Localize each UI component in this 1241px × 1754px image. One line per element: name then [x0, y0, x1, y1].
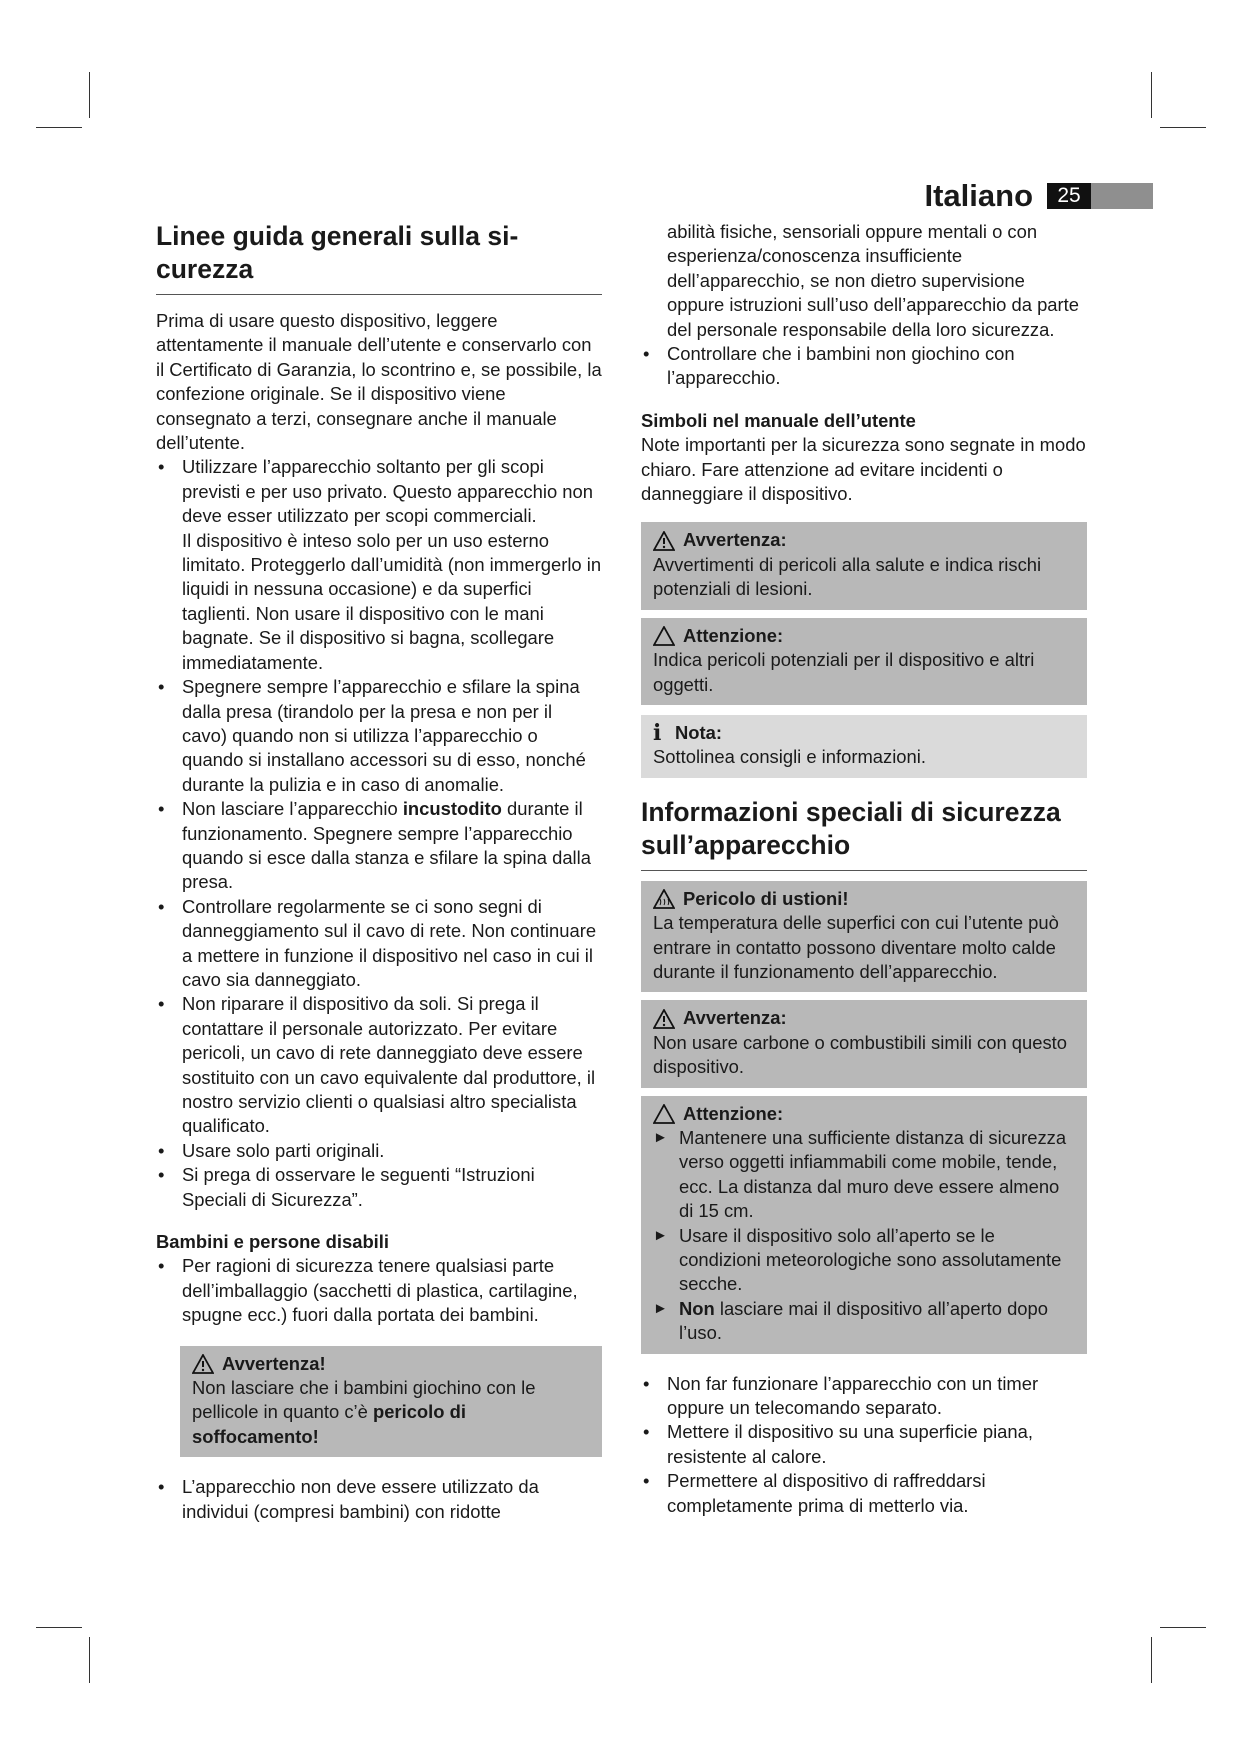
box-text: Non lasciare che i bambini giochino con le pellicole in quanto c’è pericolo di soffocamento!: [192, 1377, 536, 1447]
disabled-bullet-list: [156, 1475, 602, 1524]
list-item: ► Usare il dispositivo solo all’aperto se le condizioni meteorologiche sono assolutamente secche.: [653, 1224, 1075, 1297]
list-item: • Per ragioni di sicurezza tenere qualsiasi parte dell’imballaggio (sacchetti di plastica, cartilagine, spugne ecc.) fuori dalla portata dei bambini.: [156, 1254, 602, 1327]
section-title-special-safety: Informazioni speciali di sicurezza sull’apparecchio: [641, 796, 1087, 871]
warning-triangle-icon: [653, 531, 675, 551]
list-item: • Controllare che i bambini non giochino con l’apparecchio.: [641, 342, 1087, 391]
burn-danger-box: Pericolo di ustioni! La temperatura delle superfici con cui l’utente può entrare in contatto possono diventare molto calde durante il funzionamento dell’apparecchio.: [641, 881, 1087, 993]
crop-mark: [1160, 127, 1206, 128]
crop-mark: [89, 1637, 90, 1683]
list-item: • Controllare regolarmente se ci sono segni di danneggiamento sul il cavo di rete. Non continuare a mettere in funzione il dispositivo nel caso in cui il cavo sia danneggiato.: [156, 895, 602, 993]
list-item: • Utilizzare l’apparecchio soltanto per gli scopi previsti e per uso privato. Questo apparecchio non deve esser utilizzato per scopi commerciali. Il dispositivo è inteso solo per un uso esterno limitato. Proteggerlo dall’umidità (non immergerlo in liquidi in nessuna occasione) e da superfici taglienti. Non usare il dispositivo con le mani bagnate. Se il dispositivo si bagna, scollegare immediatamente.: [156, 455, 602, 675]
list-item: • Mettere il dispositivo su una superficie piana, resistente al calore.: [641, 1420, 1087, 1469]
symbols-heading: Simboli nel manuale dell’utente: [641, 409, 916, 431]
suffocation-warning-box: [180, 1346, 602, 1458]
list-item: • Permettere al dispositivo di raffreddarsi completamente prima di metterlo via.: [641, 1469, 1087, 1518]
warning-triangle-icon: [192, 1354, 214, 1374]
crop-mark: [89, 72, 90, 118]
crop-mark: [36, 127, 82, 128]
distance-caution-box: Attenzione: ► Mantenere una sufficiente distanza di sicurezza verso oggetti infiammabili come mobile, tende, ecc. La distanza dal muro deve essere almeno di 15 cm. ► Usare il dispositivo solo all’aperto se le condizioni meteorologiche sono assolutamente secche. ► Non lasciare mai il dispositivo all’aperto dopo l’uso.: [641, 1096, 1087, 1354]
list-item: • Non lasciare l’apparecchio incustodito durante il funzionamento. Spegnere sempre l’apparecchio quando si esce dalla stanza e sfilare la spina dalla presa.: [156, 797, 602, 895]
info-icon: i: [653, 720, 662, 747]
list-item: ► Non lasciare mai il dispositivo all’aperto dopo l’uso.: [653, 1297, 1075, 1346]
box-text: Non usare carbone o combustibili simili con questo dispositivo.: [653, 1031, 1067, 1078]
box-text: Sottolinea consigli e informazioni.: [653, 746, 926, 768]
box-text: Avvertimenti di pericoli alla salute e indica rischi potenziali di lesioni.: [653, 553, 1042, 600]
note-box: i Nota: Sottolinea consigli e informazioni.: [641, 715, 1087, 778]
symbols-text: Note importanti per la sicurezza sono segnate in modo chiaro. Fare attenzione ad evitare incidenti o danneggiare il dispositivo.: [641, 434, 1086, 505]
right-column: [641, 220, 1087, 1518]
caution-triangle-icon: [653, 626, 675, 646]
caution-item-list: [653, 1126, 1075, 1346]
list-item: • Non far funzionare l’apparecchio con un timer oppure un telecomando separato.: [641, 1372, 1087, 1421]
warning-triangle-icon: [653, 1009, 675, 1029]
list-item: • Non riparare il dispositivo da soli. Si prega il contattare il personale autorizzato. Per evitare pericoli, un cavo di rete danneggiato deve essere sostituito con un cavo equivalente dal produttore, il nostro servizio clienti o qualsiasi altro specialista qualificato.: [156, 992, 602, 1138]
warning-box: Avvertenza: Avvertimenti di pericoli alla salute e indica rischi potenziali di lesioni.: [641, 522, 1087, 609]
language-label: Italiano: [924, 178, 1033, 213]
caution-triangle-icon: [653, 1104, 675, 1124]
continuation-paragraph: abilità fisiche, sensoriali oppure mentali o con esperienza/conoscenza insufficiente dell’apparecchio, se non dietro supervisione oppure istruzioni sull’uso dell’apparecchio da parte del personale responsabile della loro sicurezza.: [667, 221, 1079, 340]
section-title-general-safety: Linee guida generali sulla si-curezza: [156, 220, 602, 295]
list-item-extra: Il dispositivo è inteso solo per un uso esterno limitato. Proteggerlo dall’umidità (non immergerlo in liquidi in nessuna occasione) e da superfici taglienti. Non usare il dispositivo con le mani bagnate. Se il dispositivo si bagna, scollegare immediatamente.: [182, 529, 602, 673]
box-text: Indica pericoli potenziali per il dispositivo e altri oggetti.: [653, 649, 1035, 695]
fuel-warning-box: Avvertenza: Non usare carbone o combustibili simili con questo dispositivo.: [641, 1000, 1087, 1087]
hot-surface-icon: [653, 889, 675, 909]
crop-mark: [1160, 1627, 1206, 1628]
page-header-bar: [1091, 183, 1153, 209]
safety-bullet-list: [156, 455, 602, 1212]
page-header: [924, 178, 1153, 214]
final-bullet-list: [641, 1372, 1087, 1518]
children-bullet-list: [156, 1254, 602, 1327]
list-item: • Usare solo parti originali.: [156, 1139, 602, 1163]
children-heading: Bambini e persone disabili: [156, 1231, 390, 1253]
intro-paragraph: Prima di usare questo dispositivo, leggere attentamente il manuale dell’utente e conservarlo con il Certificato di Garanzia, lo scontrino e, se possibile, la confezione originale. Se il dispositivo viene consegnato a terzi, consegnare anche il manuale dell’utente.: [156, 310, 602, 454]
list-item: • L’apparecchio non deve essere utilizzato da individui (compresi bambini) con ridotte: [156, 1475, 602, 1524]
list-item: ► Mantenere una sufficiente distanza di sicurezza verso oggetti infiammabili come mobile, tende, ecc. La distanza dal muro deve essere almeno di 15 cm.: [653, 1126, 1075, 1224]
bold-text: incustodito: [402, 798, 502, 820]
box-title: Avvertenza!: [192, 1352, 590, 1376]
list-item: • Si prega di osservare le seguenti “Istruzioni Speciali di Sicurezza”.: [156, 1163, 602, 1212]
crop-mark: [1151, 1637, 1152, 1683]
crop-mark: [36, 1627, 82, 1628]
list-item: • Spegnere sempre l’apparecchio e sfilare la spina dalla presa (tirandolo per la presa e non per il cavo) quando non si utilizza l’apparecchio o quando si installano accessori su di esso, nonché durante la pulizia e in caso di anomalie.: [156, 675, 602, 797]
left-column: [156, 220, 602, 1524]
crop-mark: [1151, 72, 1152, 118]
children-play-list: [641, 342, 1087, 391]
box-text: La temperatura delle superfici con cui l’utente può entrare in contatto possono diventare molto calde durante il funzionamento dell’apparecchio.: [653, 912, 1059, 982]
caution-box: Attenzione: Indica pericoli potenziali per il dispositivo e altri oggetti.: [641, 618, 1087, 705]
page-number: 25: [1047, 183, 1091, 209]
